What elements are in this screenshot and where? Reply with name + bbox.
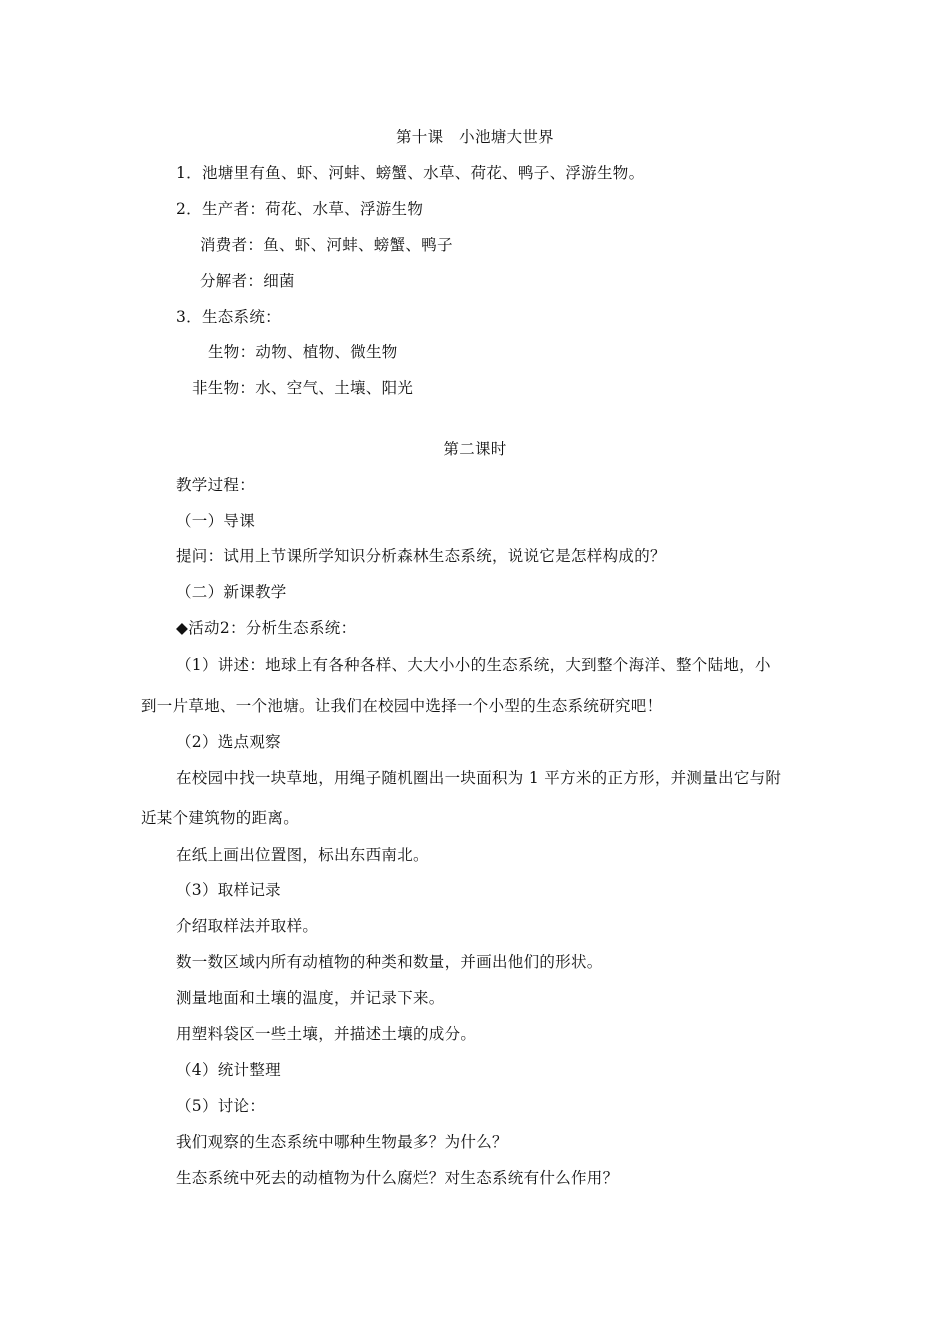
summary-living: 生物：动物、植物、微生物 xyxy=(208,343,398,361)
step5-question-2: 生态系统中死去的动植物为什么腐烂？对生态系统有什么作用？ xyxy=(176,1169,619,1187)
new-lesson-heading: （二）新课教学 xyxy=(176,583,287,601)
process-heading: 教学过程： xyxy=(176,476,256,494)
step5-question-1: 我们观察的生态系统中哪种生物最多？为什么？ xyxy=(176,1133,508,1151)
step3-heading: （3）取样记录 xyxy=(176,881,281,899)
step2-line2: 近某个建筑物的距离。 xyxy=(141,809,300,827)
step4-heading: （4）统计整理 xyxy=(176,1061,281,1079)
step3-line3: 测量地面和土壤的温度，并记录下来。 xyxy=(176,989,445,1007)
summary-item-3: 3．生态系统： xyxy=(176,308,281,326)
step2-line1: 在校园中找一块草地，用绳子随机圈出一块面积为 1 平方米的正方形，并测量出它与附 xyxy=(176,769,782,787)
step1-line2: 到一片草地、一个池塘。让我们在校园中选择一个小型的生态系统研究吧！ xyxy=(141,697,663,715)
step3-line1: 介绍取样法并取样。 xyxy=(176,917,319,935)
summary-nonliving: 非生物：水、空气、土壤、阳光 xyxy=(192,379,414,397)
intro-question: 提问：试用上节课所学知识分析森林生态系统，说说它是怎样构成的？ xyxy=(176,547,666,565)
step3-line4: 用塑料袋区一些土壤，并描述土壤的成分。 xyxy=(176,1025,477,1043)
summary-decomposers: 分解者：细菌 xyxy=(200,272,295,290)
step2-heading: （2）选点观察 xyxy=(176,733,281,751)
summary-consumers: 消费者：鱼、虾、河蚌、螃蟹、鸭子 xyxy=(200,236,453,254)
step3-line2: 数一数区域内所有动植物的种类和数量，并画出他们的形状。 xyxy=(176,953,603,971)
step1-line1: （1）讲述：地球上有各种各样、大大小小的生态系统，大到整个海洋、整个陆地，小 xyxy=(176,656,771,674)
lesson-title: 第十课 小池塘大世界 xyxy=(395,128,554,146)
step5-heading: （5）讨论： xyxy=(176,1097,266,1115)
summary-item-2: 2．生产者：荷花、水草、浮游生物 xyxy=(176,200,424,218)
session-title: 第二课时 xyxy=(443,440,507,458)
summary-item-1: 1．池塘里有鱼、虾、河蚌、螃蟹、水草、荷花、鸭子、浮游生物。 xyxy=(176,164,645,182)
intro-heading: （一）导课 xyxy=(176,512,256,530)
activity-heading: ◆活动2：分析生态系统： xyxy=(176,619,357,637)
step2-line3: 在纸上画出位置图，标出东西南北。 xyxy=(176,846,429,864)
